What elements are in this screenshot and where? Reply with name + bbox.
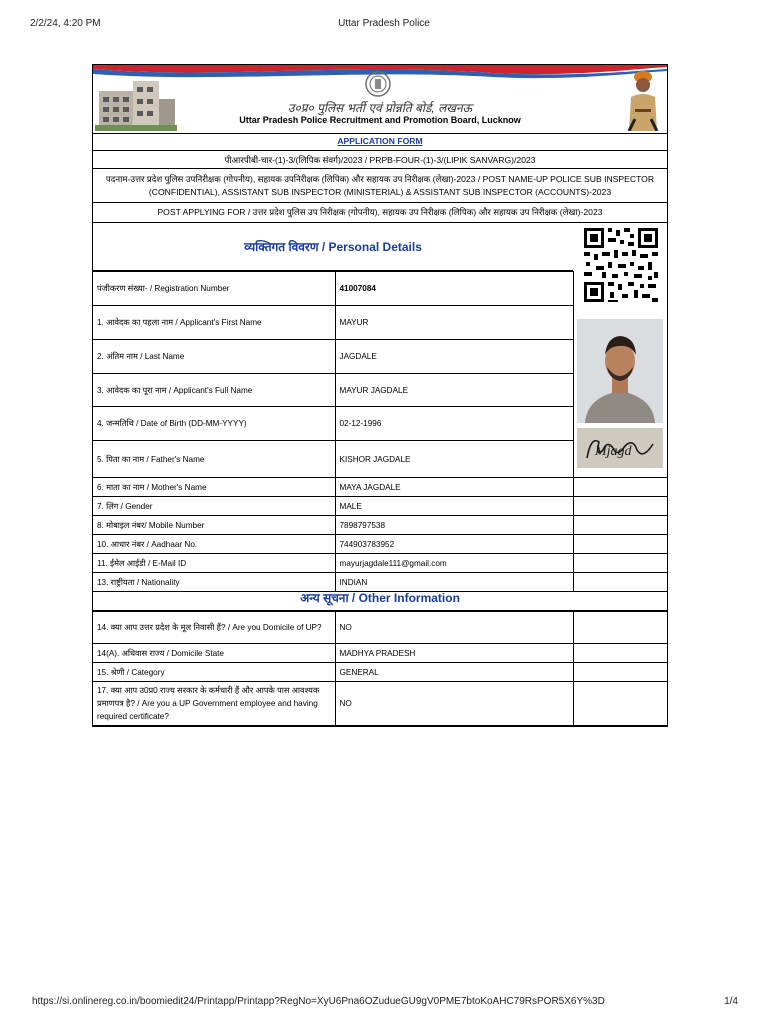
field-label: पंजीकरण संख्या- / Registration Number [93, 272, 335, 306]
field-value: MAYA JAGDALE [335, 478, 573, 497]
board-name-english: Uttar Pradesh Police Recruitment and Promotion Board, Lucknow [239, 115, 521, 125]
page-number: 1/4 [724, 996, 738, 1007]
post-applying-for: POST APPLYING FOR / उत्तर प्रदेश पुलिस उप निरीक्षक (गोपनीय), सहायक उप निरीक्षक (लिपिक) और सहायक उप निरीक्षक (लेखा)-2023 [93, 203, 667, 223]
table-row [93, 663, 667, 682]
empty-cell [573, 554, 667, 573]
print-datetime: 2/2/24, 4:20 PM [30, 18, 101, 29]
empty-cell [573, 516, 667, 535]
empty-cell [573, 663, 667, 682]
field-label: 8. मोबाइल नंबर/ Mobile Number [93, 516, 335, 535]
table-row [93, 612, 667, 644]
field-label: 6. माता का नाम / Mother's Name [93, 478, 335, 497]
field-label: 10. आधार नंबर / Aadhaar No. [93, 535, 335, 554]
empty-cell [573, 497, 667, 516]
field-value: KISHOR JAGDALE [335, 441, 573, 478]
post-name: पदनाम-उत्तर प्रदेश पुलिस उपनिरीक्षक (गोपनीय), सहायक उपनिरीक्षक (लिपिक) और सहायक उप निरीक्षक (लेखा)-2023 / POST NAME-UP POLICE SUB INSPECTOR (CONFIDENTIAL), ASSISTANT SUB INSPECTOR (MINISTERIAL) & ASSISTANT SUB INSPECTOR (ACCOUNTS)-2023 [93, 169, 667, 203]
field-value: 02-12-1996 [335, 407, 573, 441]
field-value: MAYUR [335, 306, 573, 340]
post-code: पीआरपीबी-चार-(1)-3/(लिपिक संवर्ग)/2023 / PRPB-FOUR-(1)-3/(LIPIK SANVARG)/2023 [93, 151, 667, 169]
table-row [93, 554, 667, 573]
field-value: 744903783952 [335, 535, 573, 554]
other-information-table [93, 611, 667, 726]
table-row [93, 374, 667, 407]
personal-details-heading: व्यक्तिगत विवरण / Personal Details [93, 223, 573, 271]
signature-text: Mjagd [595, 444, 632, 459]
board-banner [93, 65, 667, 134]
print-page-title: Uttar Pradesh Police [338, 18, 430, 29]
field-label: 4. जन्मतिथि / Date of Birth (DD-MM-YYYY) [93, 407, 335, 441]
table-row [93, 340, 667, 374]
table-row [93, 682, 667, 726]
empty-cell [573, 535, 667, 554]
empty-cell [573, 612, 667, 644]
table-row [93, 441, 667, 478]
table-row [93, 478, 667, 497]
field-label: 11. ईमेल आईडी / E-Mail ID [93, 554, 335, 573]
police-officer-icon [621, 69, 665, 131]
field-value: NO [335, 682, 573, 726]
table-row [93, 306, 667, 340]
table-row [93, 516, 667, 535]
field-label: 5. पिता का नाम / Father's Name [93, 441, 335, 478]
empty-cell [573, 478, 667, 497]
application-form-title: APPLICATION FORM [93, 133, 667, 151]
field-value: mayurjagdale111@gmail.com [335, 554, 573, 573]
field-label: 14(A). अधिवास राज्य / Domicile State [93, 644, 335, 663]
personal-details-table [93, 271, 667, 592]
field-label: 7. लिंग / Gender [93, 497, 335, 516]
police-emblem-icon [365, 71, 391, 97]
field-label: 15. श्रेणी / Category [93, 663, 335, 682]
table-row [93, 535, 667, 554]
field-value: MADHYA PRADESH [335, 644, 573, 663]
field-value: GENERAL [335, 663, 573, 682]
field-value: JAGDALE [335, 340, 573, 374]
other-information-heading: अन्य सूचना / Other Information [93, 585, 667, 611]
field-label: 13. राष्ट्रीयता / Nationality [93, 573, 335, 592]
field-label: 3. आवेदक का पूरा नाम / Applicant's Full Name [93, 374, 335, 407]
table-row [93, 644, 667, 663]
field-label: 14. क्या आप उत्तर प्रदेश के मूल निवासी हैं? / Are you Domicile of UP? [93, 612, 335, 644]
field-value: 7898797538 [335, 516, 573, 535]
page-url[interactable]: https://si.onlinereg.co.in/boomiedit24/Printapp/Printapp?RegNo=XyU6Pna6OZudueGU9gV0PME7btoKoAHC79RsPOR5X6Y%3D [32, 996, 605, 1007]
field-value: INDIAN [335, 573, 573, 592]
field-value: 41007084 [335, 272, 573, 306]
table-row [93, 407, 667, 441]
field-label: 1. आवेदक का पहला नाम / Applicant's First Name [93, 306, 335, 340]
empty-cell [573, 644, 667, 663]
board-name-hindi: उ०प्र० पुलिस भर्ती एवं प्रोन्नति बोर्ड, लखनऊ [287, 101, 473, 115]
field-value: NO [335, 612, 573, 644]
field-value: MALE [335, 497, 573, 516]
field-value: MAYUR JAGDALE [335, 374, 573, 407]
table-row [93, 272, 667, 306]
table-row [93, 497, 667, 516]
field-label: 2. अंतिम नाम / Last Name [93, 340, 335, 374]
field-label: 17. क्या आप उ0प्र0 राज्य सरकार के कर्मचारी हैं और आपके पास आवश्यक प्रमाणपत्र है? / Are you a UP Government employee and having required certificate? [93, 682, 335, 726]
application-form [92, 64, 668, 727]
empty-cell [573, 682, 667, 726]
